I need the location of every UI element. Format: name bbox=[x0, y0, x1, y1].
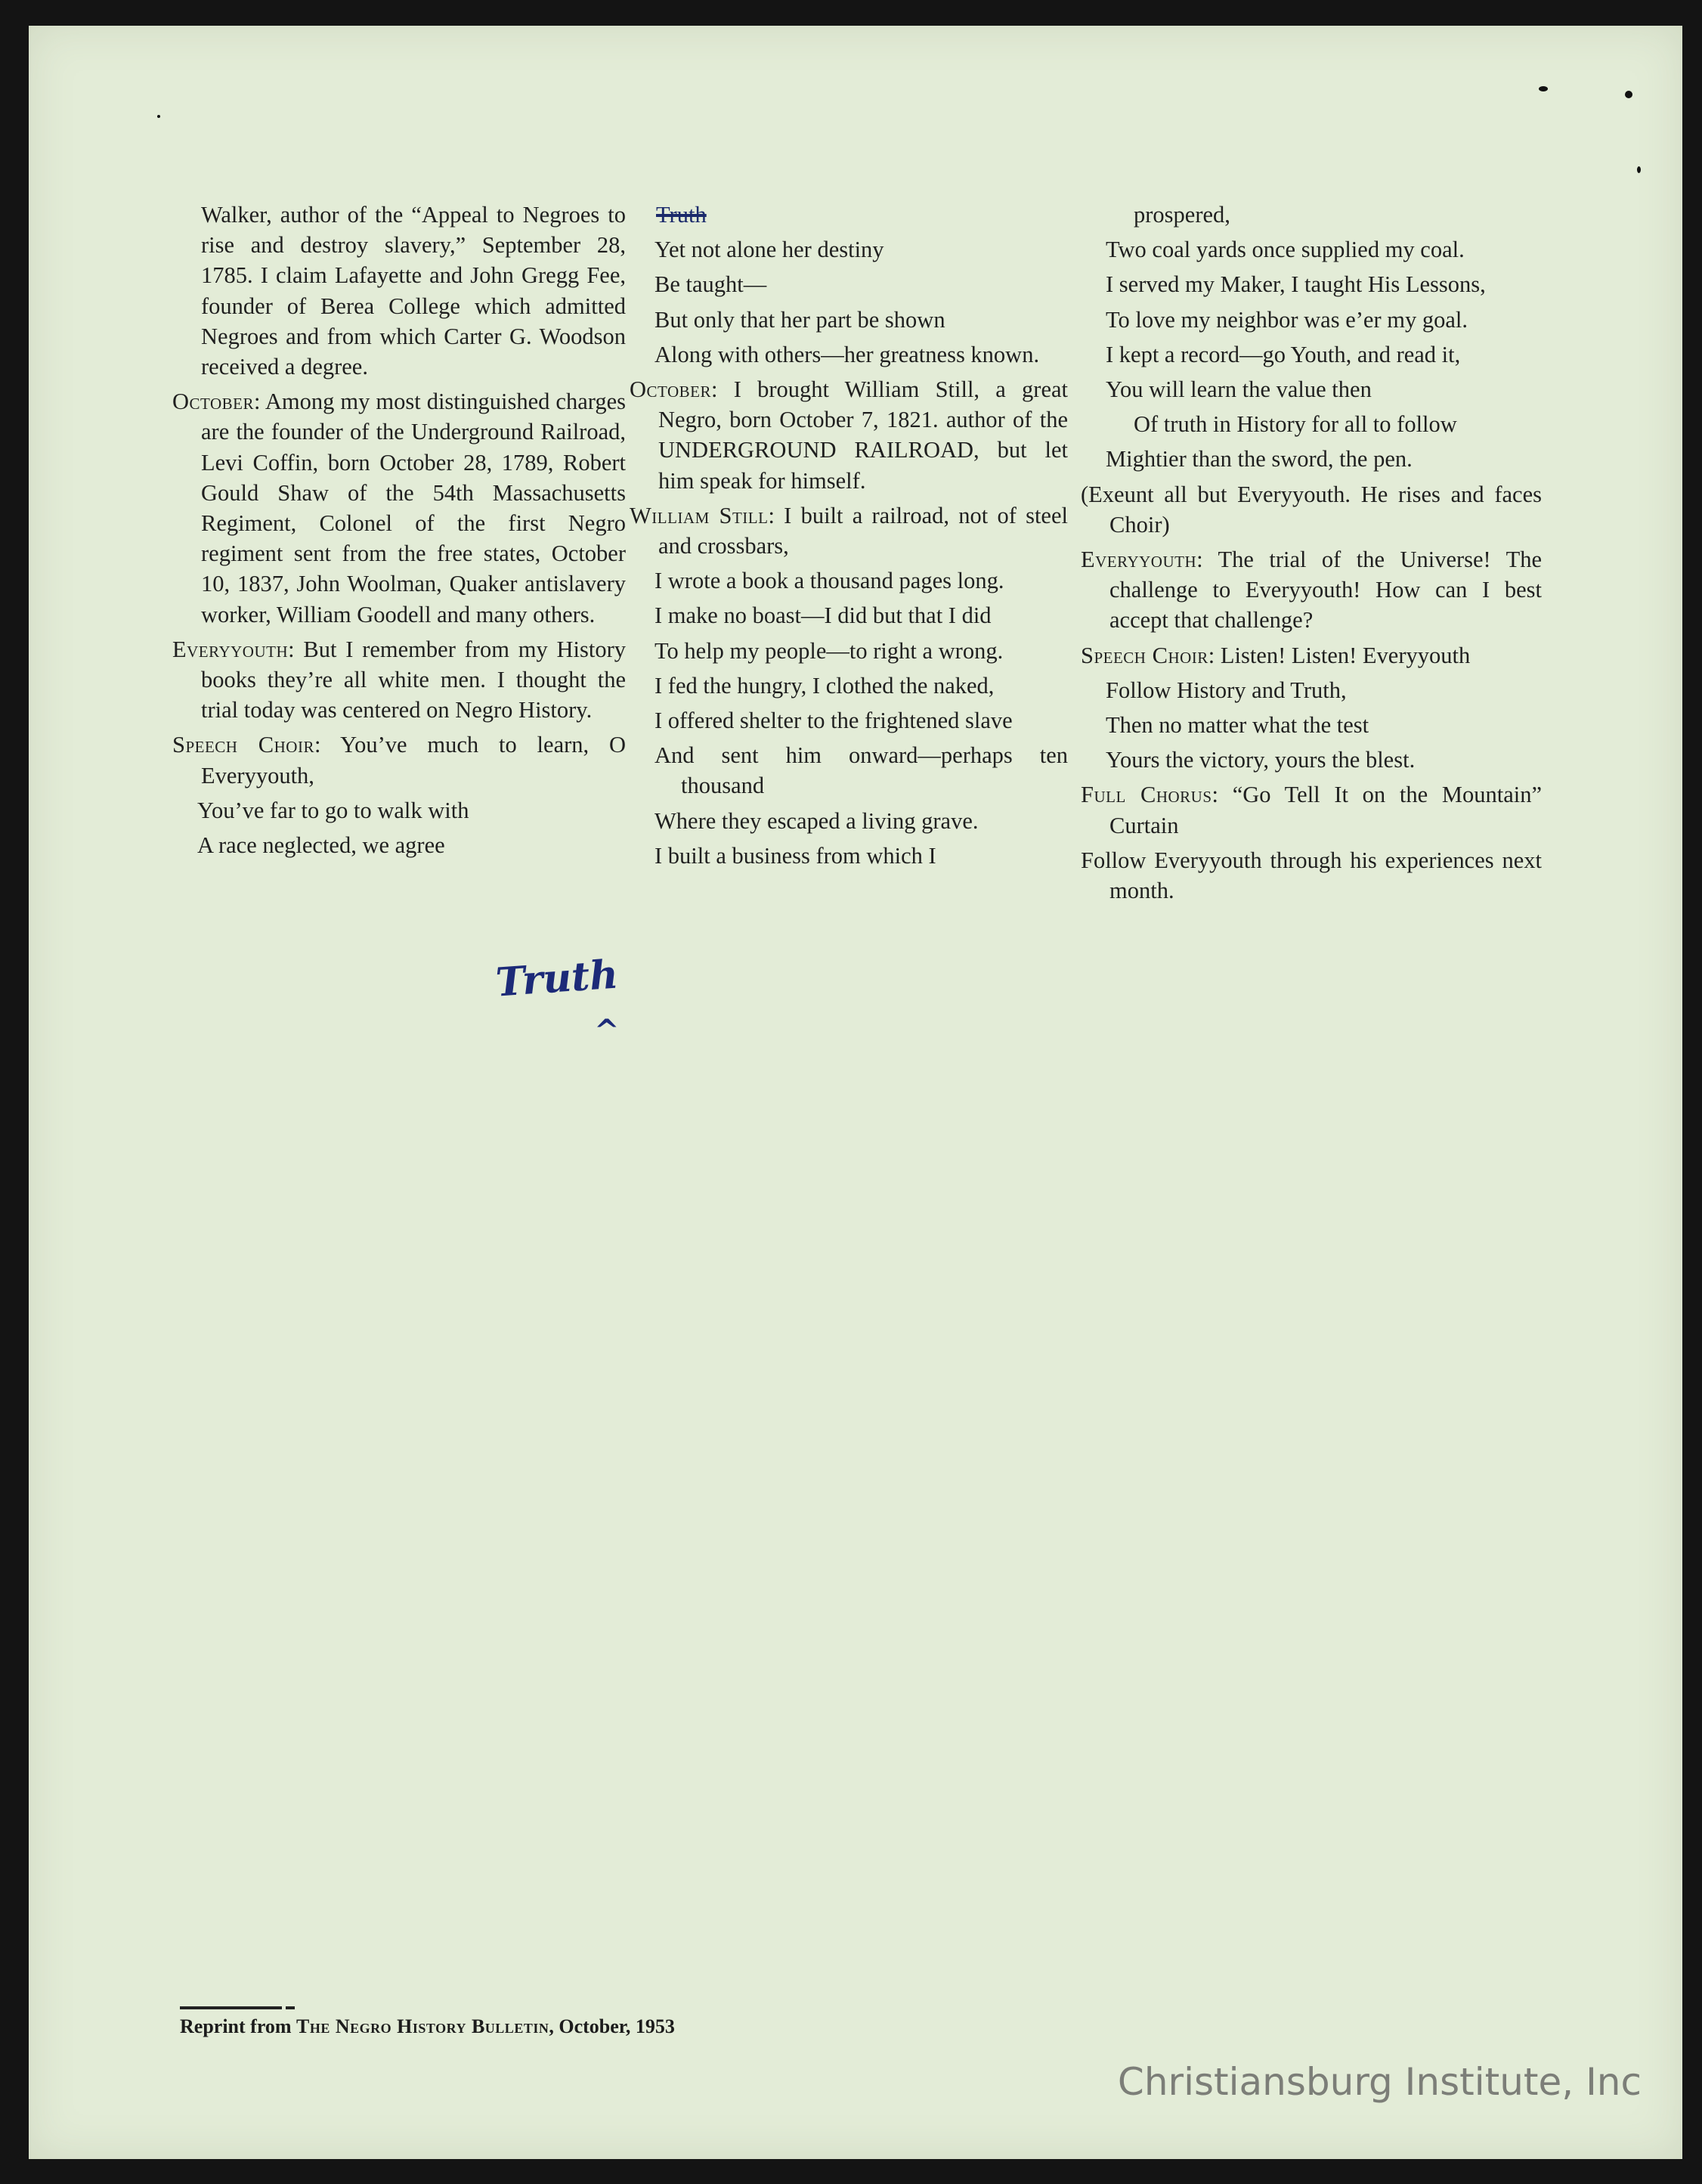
speaker-text: : I built a railroad, not of steel and crossbars, bbox=[658, 502, 1068, 559]
verse-line: Walker, author of the “Appeal to Negroes to rise and destroy slavery,” September 28, 1785. I claim Lafayette and John Gregg Fee, founder of Berea College which admitted Negroes and from which Carter G. Woodson received a degree. bbox=[201, 202, 626, 380]
verse-line: Then no matter what the test bbox=[1106, 712, 1369, 739]
verse-line: I make no boast—I did but that I did bbox=[654, 603, 992, 629]
verse-line: A race neglected, we agree bbox=[197, 832, 445, 859]
speaker-text: : But I remember from my History books they’re all white men. I thought the trial today was centered on Negro History. bbox=[201, 636, 626, 723]
watermark: Christiansburg Institute, Inc bbox=[1117, 2060, 1642, 2104]
struck-word bbox=[630, 200, 1068, 230]
speaker-name: William Still bbox=[630, 502, 769, 528]
speaker-paragraph bbox=[1081, 544, 1542, 636]
paper-speck bbox=[1539, 86, 1548, 91]
verse-line: Follow Everyyouth through his experiences next month. bbox=[1081, 847, 1542, 904]
verse-line: But only that her part be shown bbox=[654, 306, 945, 333]
verse-line: I built a business from which I bbox=[654, 842, 936, 869]
speaker-paragraph bbox=[172, 730, 626, 790]
speaker-text: : The trial of the Universe! The challenge to Everyyouth! How can I best accept that challenge? bbox=[1109, 547, 1542, 634]
speaker-name: October bbox=[172, 389, 254, 415]
speaker-name: Full Chorus bbox=[1081, 782, 1212, 808]
speaker-paragraph bbox=[630, 374, 1068, 496]
text-column-3 bbox=[1081, 200, 1542, 910]
speaker-text: : You’ve much to learn, O Everyyouth, bbox=[201, 732, 626, 788]
verse-line: To help my people—to right a wrong. bbox=[654, 637, 1004, 664]
verse-line: Follow History and Truth, bbox=[1106, 677, 1347, 703]
verse-line: I served my Maker, I taught His Lessons, bbox=[1106, 271, 1486, 298]
speaker-paragraph bbox=[1081, 640, 1542, 671]
speaker-text: : Among my most distinguished charges are the founder of the Underground Railroad, Levi Coffin, born October 28, 1789, Robert Gould Shaw of the 54th Massachusetts Regiment, Colonel of the first Negro regiment sent from the free states, October 10, 1837, John Woolman, Quaker antislavery worker, William Goodell and many others. bbox=[201, 389, 626, 627]
text-column-2 bbox=[630, 200, 1068, 875]
struck-text: Truth bbox=[656, 202, 707, 228]
verse-line: You’ve far to go to walk with bbox=[197, 797, 469, 823]
verse-line: Yet not alone her destiny bbox=[654, 237, 884, 263]
verse-line: Of truth in History for all to follow bbox=[1134, 411, 1457, 438]
verse-line: Where they escaped a living grave. bbox=[654, 807, 979, 834]
verse-line: To love my neighbor was e’er my goal. bbox=[1106, 306, 1468, 333]
speaker-paragraph bbox=[630, 500, 1068, 561]
speaker-text: : Listen! Listen! Everyyouth bbox=[1208, 642, 1471, 668]
speaker-paragraph bbox=[1081, 779, 1542, 840]
paper-speck bbox=[1637, 166, 1641, 173]
verse-line: I kept a record—go Youth, and read it, bbox=[1106, 341, 1461, 367]
paper-speck bbox=[157, 115, 160, 118]
speaker-name: Speech Choir bbox=[1081, 642, 1208, 668]
paper-speck bbox=[1625, 91, 1632, 98]
footer-publication: The Negro History Bulletin bbox=[296, 2015, 549, 2037]
verse-line: You will learn the value then bbox=[1106, 376, 1372, 403]
text-column-1 bbox=[172, 200, 626, 865]
verse-line: Two coal yards once supplied my coal. bbox=[1106, 237, 1465, 263]
speaker-name: Everyyouth bbox=[172, 636, 289, 662]
speaker-paragraph bbox=[172, 634, 626, 726]
footer-suffix: , October, 1953 bbox=[549, 2015, 675, 2037]
verse-line: And sent him onward—perhaps ten thousand bbox=[654, 742, 1068, 799]
speaker-text: : I brought William Still, a great Negro, born October 7, 1821. author of the UNDERGROUND RAILROAD, but let him speak for himself. bbox=[658, 376, 1068, 494]
speaker-name: Everyyouth bbox=[1081, 547, 1197, 573]
verse-line: I offered shelter to the frightened slave bbox=[654, 708, 1013, 734]
verse-line: prospered, bbox=[1134, 202, 1230, 228]
stage-direction: (Exeunt all but Everyyouth. He rises and faces Choir) bbox=[1081, 481, 1542, 537]
verse-line: I fed the hungry, I clothed the naked, bbox=[654, 672, 995, 699]
speaker-paragraph bbox=[172, 386, 626, 630]
verse-line: Along with others—her greatness known. bbox=[654, 341, 1040, 367]
handwritten-caret: ^ bbox=[594, 1013, 620, 1049]
verse-line: I wrote a book a thousand pages long. bbox=[654, 568, 1004, 594]
speaker-name: Speech Choir bbox=[172, 732, 314, 758]
footer-prefix: Reprint from bbox=[180, 2015, 297, 2037]
handwritten-insertion: Truth bbox=[494, 951, 620, 1006]
verse-line: Yours the victory, yours the blest. bbox=[1106, 747, 1416, 773]
reprint-footer bbox=[180, 2015, 675, 2038]
footer-rule bbox=[180, 2006, 282, 2009]
verse-line: Be taught— bbox=[654, 271, 767, 298]
verse-line: Mightier than the sword, the pen. bbox=[1106, 446, 1413, 472]
footer-rule-tick bbox=[286, 2006, 295, 2009]
speaker-text: : “Go Tell It on the Mountain” Curtain bbox=[1109, 782, 1542, 838]
document-page bbox=[29, 26, 1682, 2159]
speaker-name: October bbox=[630, 376, 711, 403]
